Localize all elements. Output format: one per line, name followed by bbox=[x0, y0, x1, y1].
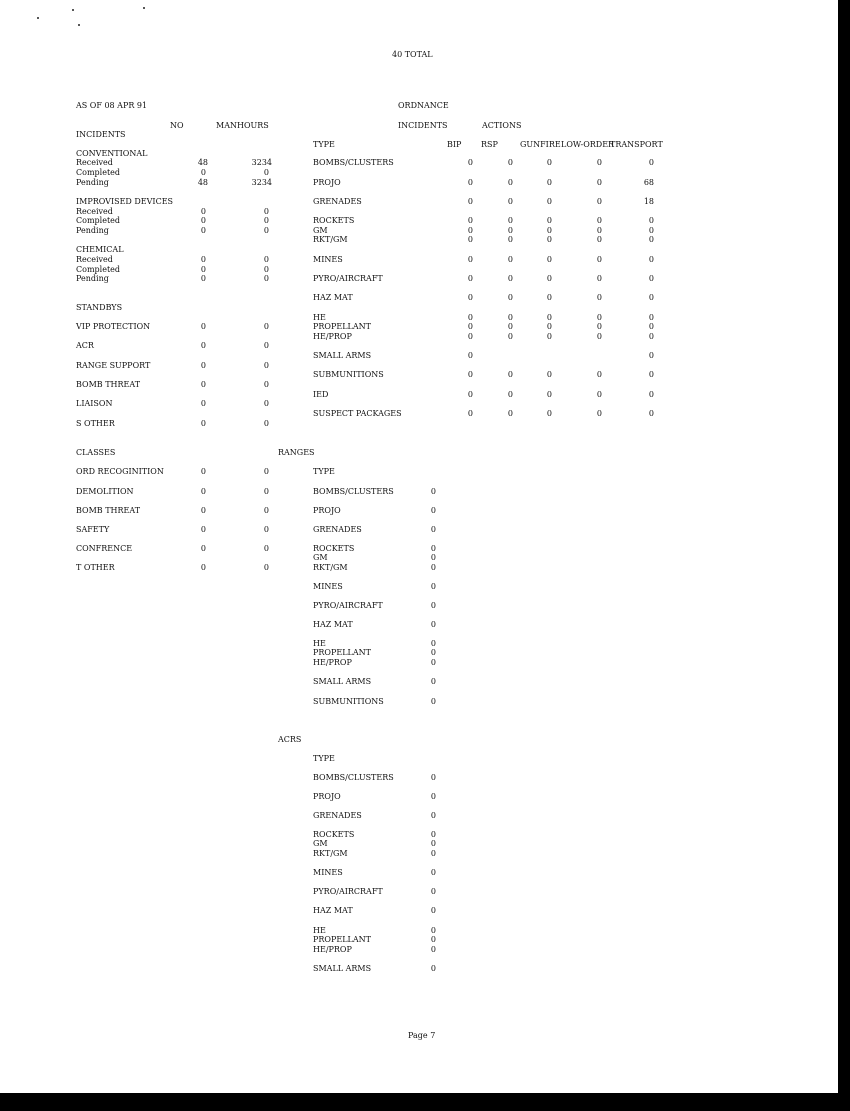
acr-value: 0 bbox=[430, 945, 436, 954]
range-type-label: SMALL ARMS bbox=[313, 677, 372, 686]
ordnance-type-label: GM bbox=[313, 226, 328, 235]
ordnance-type-label: HAZ MAT bbox=[313, 293, 353, 302]
acr-type-label: PYRO/AIRCRAFT bbox=[313, 887, 383, 896]
range-value: 0 bbox=[430, 563, 436, 572]
ordnance-value: 0 bbox=[596, 226, 602, 235]
range-value: 0 bbox=[430, 620, 436, 629]
ordnance-value: 0 bbox=[546, 178, 552, 187]
row-label: Pending bbox=[76, 274, 109, 283]
row-manhours: 0 bbox=[263, 525, 269, 534]
ordnance-value: 0 bbox=[596, 197, 602, 206]
ordnance-value: 0 bbox=[507, 178, 513, 187]
row-manhours: 0 bbox=[263, 322, 269, 331]
row-label: S OTHER bbox=[76, 419, 115, 428]
col-transport-header: TRANSPORT bbox=[610, 140, 663, 149]
ordnance-value: 0 bbox=[467, 351, 473, 360]
ordnance-value: 0 bbox=[648, 216, 654, 225]
row-manhours: 0 bbox=[263, 216, 269, 225]
row-label: Received bbox=[76, 207, 113, 216]
ordnance-value: 0 bbox=[507, 216, 513, 225]
ranges-title: RANGES bbox=[278, 448, 315, 457]
ordnance-value: 18 bbox=[643, 197, 654, 206]
row-no: 0 bbox=[200, 419, 206, 428]
row-label: Completed bbox=[76, 168, 121, 177]
ordnance-type-label: PYRO/AIRCRAFT bbox=[313, 274, 383, 283]
range-type-label: HE bbox=[313, 639, 326, 648]
row-no: 0 bbox=[200, 216, 206, 225]
acr-type-label: PROJO bbox=[313, 792, 341, 801]
row-no: 0 bbox=[200, 544, 206, 553]
acr-type-label: GM bbox=[313, 839, 328, 848]
ordnance-value: 68 bbox=[643, 178, 654, 187]
group-title: CONVENTIONAL bbox=[76, 149, 148, 158]
acr-type-label: HAZ MAT bbox=[313, 906, 353, 915]
ordnance-value: 0 bbox=[467, 274, 473, 283]
ordnance-type-label: HE/PROP bbox=[313, 332, 352, 341]
ordnance-value: 0 bbox=[507, 409, 513, 418]
acr-type-label: HE bbox=[313, 926, 326, 935]
range-type-label: MINES bbox=[313, 582, 343, 591]
ordnance-value: 0 bbox=[507, 322, 513, 331]
ordnance-value: 0 bbox=[467, 235, 473, 244]
row-no: 0 bbox=[200, 506, 206, 515]
ordnance-value: 0 bbox=[546, 370, 552, 379]
acr-value: 0 bbox=[430, 887, 436, 896]
ordnance-value: 0 bbox=[507, 226, 513, 235]
ordnance-value: 0 bbox=[546, 322, 552, 331]
ordnance-value: 0 bbox=[596, 390, 602, 399]
acr-value: 0 bbox=[430, 964, 436, 973]
ordnance-value: 0 bbox=[546, 274, 552, 283]
ordnance-value: 0 bbox=[507, 197, 513, 206]
ordnance-value: 0 bbox=[596, 274, 602, 283]
ordnance-value: 0 bbox=[467, 313, 473, 322]
ordnance-value: 0 bbox=[467, 409, 473, 418]
ordnance-type-label: PROJO bbox=[313, 178, 341, 187]
ordnance-actions-label: ACTIONS bbox=[482, 121, 522, 130]
ordnance-value: 0 bbox=[546, 313, 552, 322]
row-manhours: 0 bbox=[263, 207, 269, 216]
scan-speck bbox=[143, 7, 145, 9]
ordnance-type-label: PROPELLANT bbox=[313, 322, 371, 331]
range-value: 0 bbox=[430, 601, 436, 610]
ordnance-value: 0 bbox=[546, 390, 552, 399]
range-type-label: HAZ MAT bbox=[313, 620, 353, 629]
ordnance-value: 0 bbox=[467, 332, 473, 341]
range-type-label: HE/PROP bbox=[313, 658, 352, 667]
ordnance-value: 0 bbox=[467, 390, 473, 399]
acr-type-label: PROPELLANT bbox=[313, 935, 371, 944]
ordnance-value: 0 bbox=[507, 293, 513, 302]
ordnance-type-label: SUBMUNITIONS bbox=[313, 370, 384, 379]
range-value: 0 bbox=[430, 582, 436, 591]
scan-speck bbox=[72, 9, 74, 11]
ordnance-value: 0 bbox=[467, 226, 473, 235]
ordnance-value: 0 bbox=[467, 293, 473, 302]
ordnance-value: 0 bbox=[648, 235, 654, 244]
acr-type-label: RKT/GM bbox=[313, 849, 348, 858]
ordnance-value: 0 bbox=[546, 332, 552, 341]
ordnance-value: 0 bbox=[648, 313, 654, 322]
row-label: SAFETY bbox=[76, 525, 110, 534]
ordnance-value: 0 bbox=[596, 158, 602, 167]
ordnance-value: 0 bbox=[596, 313, 602, 322]
ordnance-value: 0 bbox=[596, 332, 602, 341]
range-type-label: PROPELLANT bbox=[313, 648, 371, 657]
col-low-order-header: LOW-ORDER bbox=[561, 140, 615, 149]
row-manhours: 3234 bbox=[251, 178, 272, 187]
ordnance-value: 0 bbox=[467, 216, 473, 225]
ordnance-value: 0 bbox=[648, 274, 654, 283]
range-value: 0 bbox=[430, 506, 436, 515]
row-manhours: 0 bbox=[263, 265, 269, 274]
ordnance-value: 0 bbox=[596, 255, 602, 264]
incidents-title: INCIDENTS bbox=[76, 130, 126, 139]
col-manhours-header: MANHOURS bbox=[216, 121, 269, 130]
range-value: 0 bbox=[430, 648, 436, 657]
scan-speck bbox=[78, 24, 80, 26]
ordnance-type-label: RKT/GM bbox=[313, 235, 348, 244]
row-label: Completed bbox=[76, 216, 121, 225]
ordnance-value: 0 bbox=[596, 409, 602, 418]
ordnance-value: 0 bbox=[596, 322, 602, 331]
report-date: AS OF 08 APR 91 bbox=[76, 101, 148, 110]
ordnance-value: 0 bbox=[467, 255, 473, 264]
classes-title: CLASSES bbox=[76, 448, 116, 457]
ordnance-incidents-label: INCIDENTS bbox=[398, 121, 448, 130]
row-no: 0 bbox=[200, 255, 206, 264]
ordnance-value: 0 bbox=[596, 216, 602, 225]
acr-value: 0 bbox=[430, 849, 436, 858]
row-no: 0 bbox=[200, 361, 206, 370]
row-no: 0 bbox=[200, 341, 206, 350]
row-manhours: 0 bbox=[263, 274, 269, 283]
ordnance-type-label: MINES bbox=[313, 255, 343, 264]
row-manhours: 0 bbox=[263, 226, 269, 235]
ordnance-value: 0 bbox=[648, 255, 654, 264]
scan-border-bottom bbox=[0, 1093, 850, 1111]
col-rsp-header: RSP bbox=[481, 140, 498, 149]
col-no-header: NO bbox=[170, 121, 184, 130]
range-value: 0 bbox=[430, 639, 436, 648]
row-manhours: 0 bbox=[263, 419, 269, 428]
acr-value: 0 bbox=[430, 906, 436, 915]
row-no: 0 bbox=[200, 207, 206, 216]
row-no: 0 bbox=[200, 226, 206, 235]
ordnance-value: 0 bbox=[507, 390, 513, 399]
ordnance-type-label: IED bbox=[313, 390, 329, 399]
ordnance-type-label: GRENADES bbox=[313, 197, 362, 206]
ordnance-value: 0 bbox=[648, 293, 654, 302]
range-type-label: ROCKETS bbox=[313, 544, 355, 553]
ordnance-value: 0 bbox=[546, 216, 552, 225]
ordnance-value: 0 bbox=[648, 332, 654, 341]
ordnance-value: 0 bbox=[546, 293, 552, 302]
row-label: T OTHER bbox=[76, 563, 115, 572]
ordnance-value: 0 bbox=[507, 274, 513, 283]
ordnance-title: ORDNANCE bbox=[398, 101, 449, 110]
group-title: IMPROVISED DEVICES bbox=[76, 197, 174, 206]
row-label: BOMB THREAT bbox=[76, 506, 141, 515]
acr-value: 0 bbox=[430, 839, 436, 848]
ordnance-value: 0 bbox=[648, 226, 654, 235]
range-value: 0 bbox=[430, 677, 436, 686]
col-gunfire-header: GUNFIRE bbox=[520, 140, 561, 149]
ordnance-value: 0 bbox=[648, 390, 654, 399]
ordnance-value: 0 bbox=[467, 197, 473, 206]
row-label: LIAISON bbox=[76, 399, 113, 408]
ordnance-value: 0 bbox=[467, 322, 473, 331]
acr-type-label: BOMBS/CLUSTERS bbox=[313, 773, 394, 782]
row-manhours: 0 bbox=[263, 168, 269, 177]
ordnance-value: 0 bbox=[507, 332, 513, 341]
ordnance-value: 0 bbox=[648, 322, 654, 331]
row-no: 0 bbox=[200, 380, 206, 389]
acr-type-label: SMALL ARMS bbox=[313, 964, 372, 973]
row-label: Received bbox=[76, 158, 113, 167]
range-type-label: PYRO/AIRCRAFT bbox=[313, 601, 383, 610]
row-manhours: 0 bbox=[263, 487, 269, 496]
row-no: 0 bbox=[200, 168, 206, 177]
row-label: VIP PROTECTION bbox=[76, 322, 151, 331]
acr-type-label: ROCKETS bbox=[313, 830, 355, 839]
ordnance-value: 0 bbox=[467, 158, 473, 167]
row-manhours: 0 bbox=[263, 255, 269, 264]
row-label: Pending bbox=[76, 226, 109, 235]
ordnance-value: 0 bbox=[648, 409, 654, 418]
ordnance-type-header: TYPE bbox=[313, 140, 335, 149]
ordnance-value: 0 bbox=[648, 158, 654, 167]
row-label: Pending bbox=[76, 178, 109, 187]
row-label: ORD RECOGINITION bbox=[76, 467, 164, 476]
ordnance-value: 0 bbox=[596, 235, 602, 244]
group-title: CHEMICAL bbox=[76, 245, 124, 254]
row-no: 0 bbox=[200, 399, 206, 408]
range-type-label: GRENADES bbox=[313, 525, 362, 534]
range-type-label: BOMBS/CLUSTERS bbox=[313, 487, 394, 496]
row-label: DEMOLITION bbox=[76, 487, 134, 496]
acr-value: 0 bbox=[430, 926, 436, 935]
row-manhours: 0 bbox=[263, 399, 269, 408]
page-number: Page 7 bbox=[408, 1031, 436, 1040]
ordnance-type-label: HE bbox=[313, 313, 326, 322]
ordnance-type-label: SMALL ARMS bbox=[313, 351, 372, 360]
row-no: 0 bbox=[200, 322, 206, 331]
ordnance-value: 0 bbox=[507, 158, 513, 167]
acr-type-label: HE/PROP bbox=[313, 945, 352, 954]
row-label: BOMB THREAT bbox=[76, 380, 141, 389]
ordnance-type-label: ROCKETS bbox=[313, 216, 355, 225]
range-value: 0 bbox=[430, 697, 436, 706]
ordnance-value: 0 bbox=[596, 178, 602, 187]
ordnance-value: 0 bbox=[596, 293, 602, 302]
range-value: 0 bbox=[430, 658, 436, 667]
row-manhours: 0 bbox=[263, 341, 269, 350]
row-no: 0 bbox=[200, 563, 206, 572]
acrs-type-header: TYPE bbox=[313, 754, 335, 763]
ranges-type-header: TYPE bbox=[313, 467, 335, 476]
ordnance-value: 0 bbox=[507, 370, 513, 379]
row-manhours: 0 bbox=[263, 467, 269, 476]
acr-type-label: MINES bbox=[313, 868, 343, 877]
row-manhours: 0 bbox=[263, 544, 269, 553]
ordnance-type-label: SUSPECT PACKAGES bbox=[313, 409, 402, 418]
row-no: 0 bbox=[200, 265, 206, 274]
range-value: 0 bbox=[430, 544, 436, 553]
ordnance-value: 0 bbox=[467, 178, 473, 187]
row-no: 48 bbox=[197, 178, 208, 187]
standbys-title: STANDBYS bbox=[76, 303, 123, 312]
ordnance-type-label: BOMBS/CLUSTERS bbox=[313, 158, 394, 167]
total-count: 40 TOTAL bbox=[392, 50, 433, 59]
ordnance-value: 0 bbox=[596, 370, 602, 379]
row-manhours: 3234 bbox=[251, 158, 272, 167]
ordnance-value: 0 bbox=[507, 313, 513, 322]
scan-speck bbox=[37, 17, 39, 19]
ordnance-value: 0 bbox=[546, 226, 552, 235]
range-type-label: SUBMUNITIONS bbox=[313, 697, 384, 706]
row-label: Received bbox=[76, 255, 113, 264]
row-no: 0 bbox=[200, 487, 206, 496]
row-manhours: 0 bbox=[263, 506, 269, 515]
scan-border-right bbox=[838, 0, 850, 1111]
range-value: 0 bbox=[430, 553, 436, 562]
row-label: ACR bbox=[76, 341, 94, 350]
ordnance-value: 0 bbox=[467, 370, 473, 379]
ordnance-value: 0 bbox=[546, 197, 552, 206]
ordnance-value: 0 bbox=[546, 235, 552, 244]
acr-value: 0 bbox=[430, 811, 436, 820]
row-label: RANGE SUPPORT bbox=[76, 361, 151, 370]
acr-type-label: GRENADES bbox=[313, 811, 362, 820]
row-no: 0 bbox=[200, 467, 206, 476]
acr-value: 0 bbox=[430, 830, 436, 839]
acr-value: 0 bbox=[430, 935, 436, 944]
row-label: CONFRENCE bbox=[76, 544, 133, 553]
acr-value: 0 bbox=[430, 868, 436, 877]
row-no: 48 bbox=[197, 158, 208, 167]
range-type-label: GM bbox=[313, 553, 328, 562]
ordnance-value: 0 bbox=[507, 255, 513, 264]
acr-value: 0 bbox=[430, 773, 436, 782]
ordnance-value: 0 bbox=[507, 235, 513, 244]
ordnance-value: 0 bbox=[546, 255, 552, 264]
range-value: 0 bbox=[430, 525, 436, 534]
row-no: 0 bbox=[200, 274, 206, 283]
range-type-label: PROJO bbox=[313, 506, 341, 515]
row-manhours: 0 bbox=[263, 563, 269, 572]
ordnance-value: 0 bbox=[648, 351, 654, 360]
row-label: Completed bbox=[76, 265, 121, 274]
acr-value: 0 bbox=[430, 792, 436, 801]
col-bip-header: BIP bbox=[447, 140, 462, 149]
acrs-title: ACRS bbox=[278, 735, 302, 744]
row-no: 0 bbox=[200, 525, 206, 534]
ordnance-value: 0 bbox=[546, 409, 552, 418]
ordnance-value: 0 bbox=[546, 158, 552, 167]
row-manhours: 0 bbox=[263, 361, 269, 370]
range-value: 0 bbox=[430, 487, 436, 496]
range-type-label: RKT/GM bbox=[313, 563, 348, 572]
ordnance-value: 0 bbox=[648, 370, 654, 379]
row-manhours: 0 bbox=[263, 380, 269, 389]
